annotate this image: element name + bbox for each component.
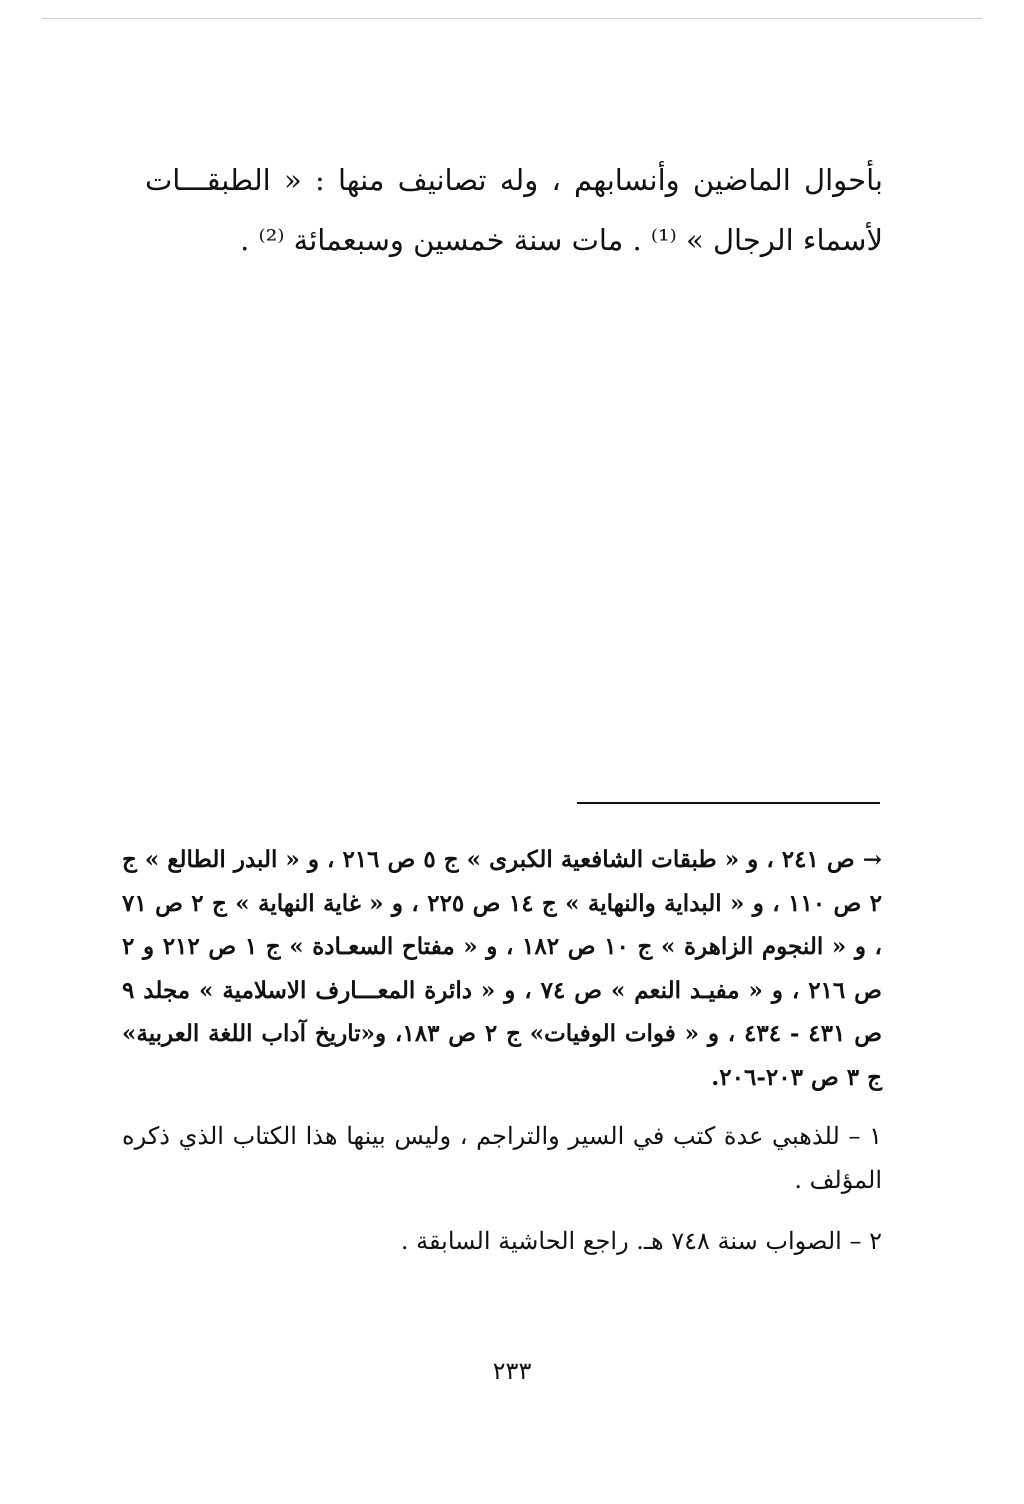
page-number: ٢٣٣ [492, 1357, 532, 1385]
main-text [145, 150, 883, 270]
footnote-2: ٢ – الصواب سنة ٧٤٨ هـ. راجع الحاشية السابقة . [400, 1226, 882, 1255]
footnotes [122, 838, 882, 1262]
footnote-separator [577, 802, 880, 804]
footnote-1: ١ – للذهبي عدة كتب في السير والتراجم ، وليس بينها هذا الكتاب الذي ذكره المؤلف . [122, 1121, 883, 1194]
footnote-continuation: → ص ٢٤١ ، و « طبقات الشافعية الكبرى » ج ٥ ص ٢١٦ ، و « البدر الطالع » ج ٢ ص ١١٠ ، و « البداية والنهاية » ج ١٤ ص ٢٢٥ ، و « غاية النهاية » ج ٢ ص ٧١ ، و « النجوم الزاهرة » ج ١٠ ص ١٨٢ ، و « مفتاح السعـادة » ج ١ ص ٢١٢ و ٢ ص ٢١٦ ، و « مفيـد النعم » ص ٧٤ ، و « دائرة المعـــارف الاسلامية » مجلد ٩ ص ٤٣١ - ٤٣٤ ، و « فوات الوفيات» ج ٢ ص ١٨٣، و«تاريخ آداب اللغة العربية» ج ٣ ص ٢٠٣-٢٠٦. [122, 846, 882, 1091]
main-paragraph: بأحوال الماضين وأنسابهم ، وله تصانيف منها : « الطبقـــات لأسماء الرجال » ⁽¹⁾ . مات سنة خمسين وسبعمائة ⁽²⁾ . [145, 163, 883, 257]
top-rule [42, 18, 982, 19]
